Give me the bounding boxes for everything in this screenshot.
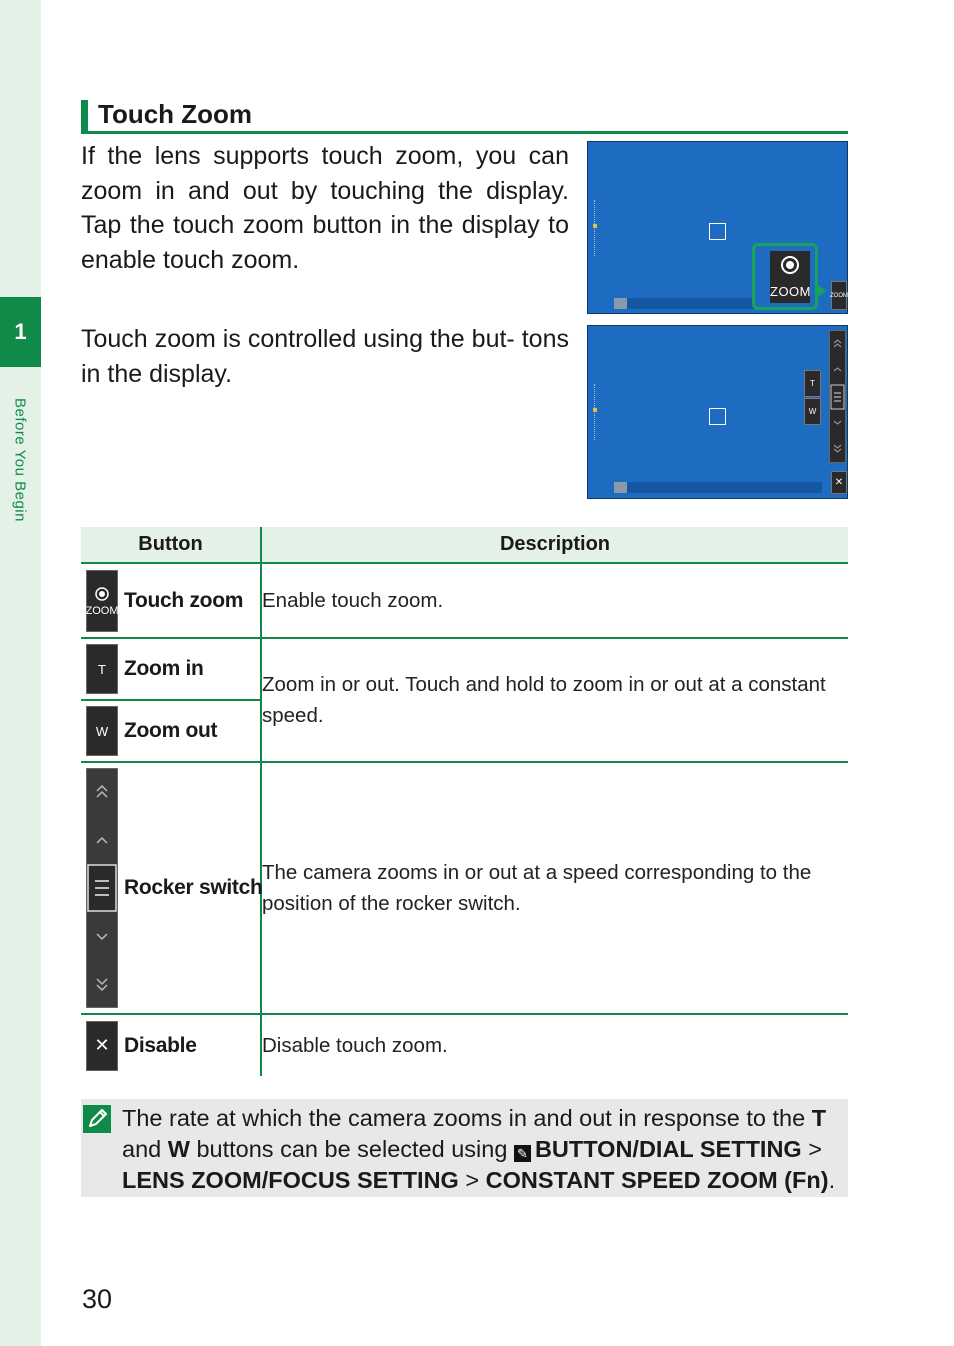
table-row xyxy=(81,638,848,700)
page-number: 30 xyxy=(82,1284,113,1314)
section-title: Touch Zoom xyxy=(98,99,253,129)
button-cell xyxy=(81,1014,261,1076)
focus-scale-marker xyxy=(593,224,597,228)
zoom-out-label: W xyxy=(808,407,817,416)
touch-zoom-callout xyxy=(752,243,818,310)
zoom-out-icon xyxy=(86,706,118,756)
touch-zoom-button[interactable] xyxy=(831,281,847,310)
zoom-in-icon xyxy=(86,644,118,694)
rocker-switch-icon xyxy=(86,768,118,1008)
table-row xyxy=(81,1014,848,1076)
rocker-switch[interactable] xyxy=(829,330,846,463)
zoom-label: ZOOM xyxy=(770,284,811,299)
display-screen-touch-zoom-on xyxy=(587,325,848,499)
icon-label: ✕ xyxy=(94,1035,110,1055)
button-cell xyxy=(81,762,261,1014)
rocker-arrows-icon xyxy=(830,331,845,462)
focus-scale xyxy=(594,384,598,440)
mini-zoom-label: ZOOM xyxy=(830,292,848,299)
button-description: The camera zooms in or out at a speed corresponding to the position of the rocker switch. xyxy=(261,762,848,1014)
button-name: Rocker switch xyxy=(124,876,263,899)
lens-icon xyxy=(770,251,810,281)
touch-zoom-button-enlarged[interactable] xyxy=(770,251,810,303)
touch-zoom-icon xyxy=(86,570,118,632)
focus-frame xyxy=(709,223,726,240)
icon-label: W xyxy=(95,723,109,739)
chapter-number: 1 xyxy=(14,319,27,344)
focus-scale xyxy=(594,200,598,256)
button-description: Disable touch zoom. xyxy=(261,1014,848,1076)
header-button: Button xyxy=(81,527,261,563)
table-row xyxy=(81,563,848,638)
note-text-part: buttons can be selected using xyxy=(189,1136,514,1162)
note-box xyxy=(81,1099,848,1197)
note-text-part: and xyxy=(122,1136,168,1162)
disable-button[interactable]: ✕ xyxy=(831,471,847,494)
menu-path-2: LENS ZOOM/FOCUS SETTING xyxy=(122,1167,459,1193)
controls-paragraph: Touch zoom is controlled using the but- tons in the display. xyxy=(81,325,569,388)
table-row xyxy=(81,762,848,1014)
header-description: Description xyxy=(261,527,848,563)
tele-button-ref: T xyxy=(811,1105,827,1131)
heading-bar xyxy=(81,100,88,131)
intro-paragraph: If the lens supports touch zoom, you can zoom in and out by touching the display. Tap the touch zoom button in the display to enable touch zoom. xyxy=(81,142,569,274)
menu-path-1: BUTTON/DIAL SETTING xyxy=(534,1136,802,1162)
note-text-part: . xyxy=(828,1167,836,1193)
table-header-row xyxy=(81,527,848,563)
display-screen-touch-zoom-off xyxy=(587,141,848,314)
lens-icon xyxy=(92,585,112,603)
button-name: Zoom in xyxy=(124,657,204,680)
button-description: Zoom in or out. Touch and hold to zoom in or out at a constant speed. xyxy=(261,638,848,762)
chapter-title: Before You Begin xyxy=(11,398,29,522)
pencil-icon xyxy=(83,1105,111,1133)
focus-scale-marker xyxy=(593,408,597,412)
rocker-arrows-icon xyxy=(87,769,117,1007)
button-name: Disable xyxy=(124,1033,197,1057)
menu-path-3: CONSTANT SPEED ZOOM (Fn) xyxy=(485,1167,829,1193)
note-pencil-icon xyxy=(83,1105,111,1133)
note-text-part: > xyxy=(801,1136,822,1162)
progress-track xyxy=(614,482,822,493)
zoom-in-button[interactable] xyxy=(804,370,821,397)
zoom-out-button[interactable] xyxy=(804,398,821,425)
note-text xyxy=(122,1103,844,1196)
button-cell xyxy=(81,638,261,700)
note-text-part: > xyxy=(458,1167,486,1193)
side-band xyxy=(0,0,41,1346)
section-heading xyxy=(81,98,848,134)
button-cell xyxy=(81,563,261,638)
button-table xyxy=(81,527,848,1076)
callout-arrow-icon xyxy=(818,285,826,297)
button-name: Zoom out xyxy=(124,719,218,742)
icon-label: ZOOM xyxy=(85,604,119,617)
button-description: Enable touch zoom. xyxy=(261,563,848,638)
wrench-menu-icon: ✎ xyxy=(514,1145,531,1162)
icon-label: T xyxy=(98,661,106,677)
wide-button-ref: W xyxy=(167,1136,190,1162)
progress-knob xyxy=(614,298,627,309)
zoom-in-label: T xyxy=(810,379,815,388)
focus-frame xyxy=(709,408,726,425)
button-name: Touch zoom xyxy=(124,588,244,612)
note-text-part: The rate at which the camera zooms in and out in response to the xyxy=(122,1105,812,1131)
chapter-tab xyxy=(0,297,41,367)
progress-knob xyxy=(614,482,627,493)
button-cell xyxy=(81,700,261,762)
close-icon xyxy=(86,1021,118,1071)
progress-track xyxy=(614,298,754,309)
